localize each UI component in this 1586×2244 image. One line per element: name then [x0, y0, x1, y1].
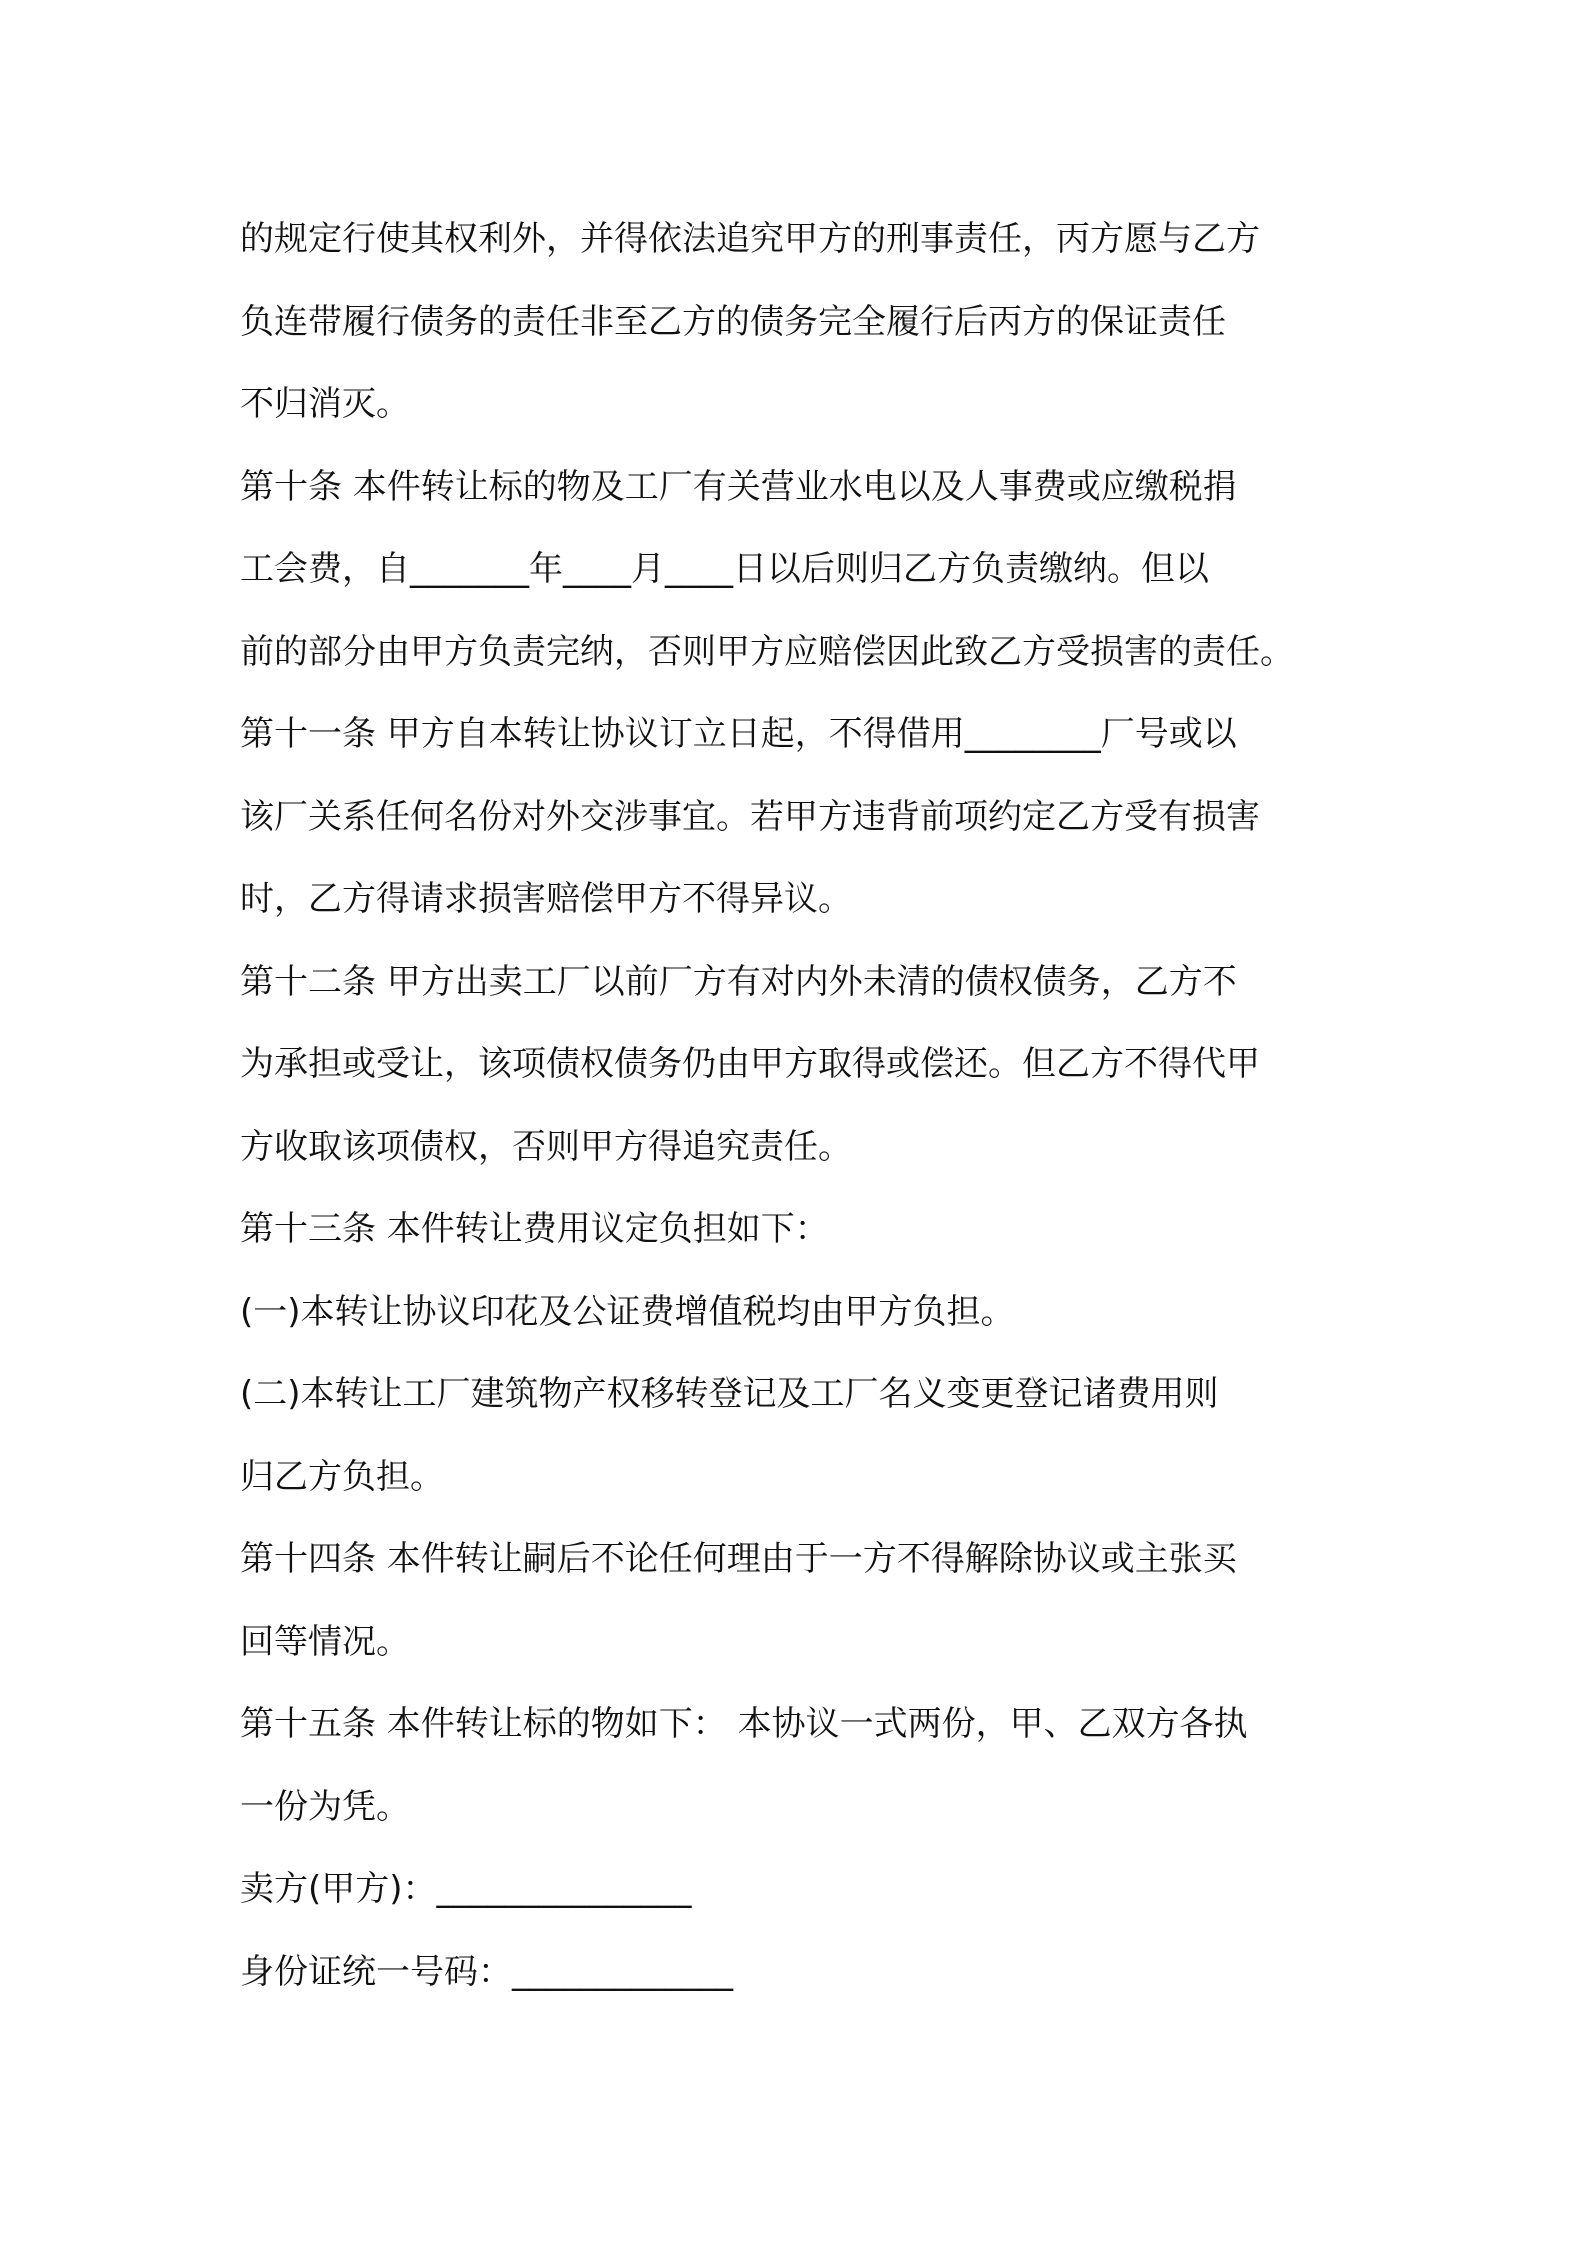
- text-line: 归乙方负担。: [240, 1456, 444, 1497]
- text-line: 工会费，自_______年____月____日以后则归乙方负责缴纳。但以: [240, 549, 1209, 589]
- article-10: 第十条 本件转让标的物及工厂有关营业水电以及人事费或应缴税捐: [240, 466, 1237, 507]
- clause-item: (一)本转让协议印花及公证费增值税均由甲方负担。: [240, 1291, 1015, 1332]
- document-body: [240, 198, 1380, 2013]
- clause-item: (二)本转让工厂建筑物产权移转登记及工厂名义变更登记诸费用则: [240, 1374, 1219, 1414]
- text-line: 方收取该项债权，否则甲方得追究责任。: [240, 1126, 852, 1167]
- id-number-field: 身份证统一号码：_____________: [240, 1951, 733, 1992]
- text-line: 时，乙方得请求损害赔偿甲方不得异议。: [240, 879, 852, 919]
- seller-signature-field: 卖方(甲方)：_______________: [240, 1869, 692, 1909]
- article-15: 第十五条 本件转让标的物如下： 本协议一式两份，甲、乙双方各执: [240, 1704, 1248, 1744]
- article-14: 第十四条 本件转让嗣后不论任何理由于一方不得解除协议或主张买: [240, 1539, 1237, 1579]
- text-line: 不归消灭。: [240, 384, 410, 424]
- article-13: 第十三条 本件转让费用议定负担如下：: [240, 1209, 829, 1249]
- text-line: 前的部分由甲方负责完纳，否则甲方应赔偿因此致乙方受损害的责任。: [240, 631, 1294, 672]
- article-11: 第十一条 甲方自本转让协议订立日起，不得借用________厂号或以: [240, 714, 1237, 754]
- text-line: 的规定行使其权利外，并得依法追究甲方的刑事责任，丙方愿与乙方: [240, 219, 1260, 259]
- text-line: 该厂关系任何名份对外交涉事宜。若甲方违背前项约定乙方受有损害: [240, 796, 1260, 837]
- text-line: 为承担或受让，该项债权债务仍由甲方取得或偿还。但乙方不得代甲: [240, 1044, 1260, 1084]
- article-12: 第十二条 甲方出卖工厂以前厂方有对内外未清的债权债务，乙方不: [240, 961, 1237, 1002]
- text-line: 负连带履行债务的责任非至乙方的债务完全履行后丙方的保证责任: [240, 301, 1226, 342]
- text-line: 一份为凭。: [240, 1786, 410, 1827]
- text-line: 回等情况。: [240, 1621, 410, 1662]
